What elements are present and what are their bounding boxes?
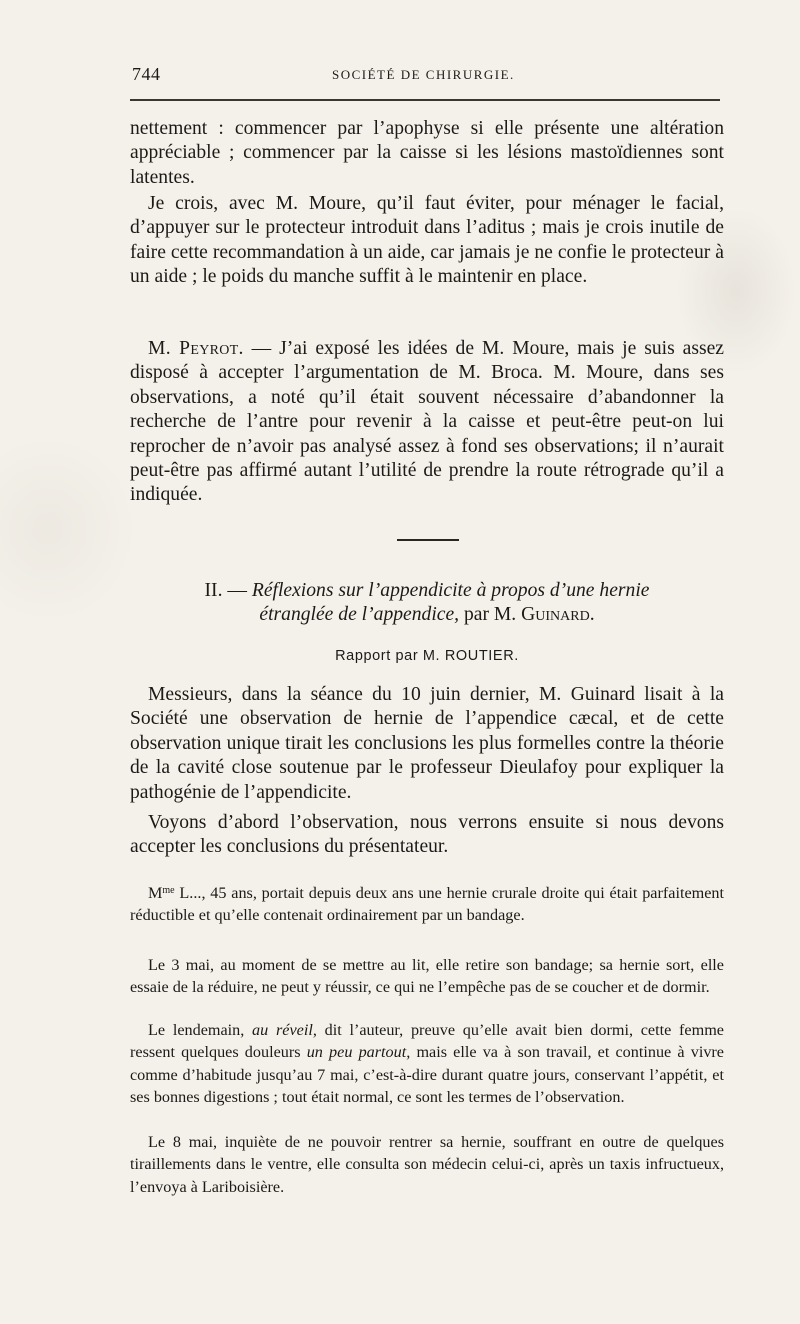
observation-paragraph-3	[130, 1019, 724, 1108]
section-author: Guinard.	[521, 604, 595, 626]
header-rule	[130, 99, 720, 101]
speaker-name: M. Peyrot.	[148, 338, 244, 359]
paragraph-facial: Je crois, avec M. Moure, qu’il faut éviter, pour ménager le facial, d’appuyer sur le protecteur introduit dans l’aditus ; mais je crois inutile de faire cette recommandation à un aide, car jamais je ne confie le protecteur à un aide ; le poids du manche suffit à le maintenir en place.	[130, 193, 724, 288]
observation-paragraph-1	[130, 880, 724, 927]
section-by: par M.	[459, 604, 522, 626]
running-title: SOCIÉTÉ DE CHIRURGIE.	[332, 67, 515, 82]
section-title-line2: étranglée de l’appendice,	[259, 604, 460, 626]
observation-1-text: L..., 45 ans, portait depuis deux ans une hernie crurale droite qui était parfaitement réductible et qu’elle contenait ordinairement par un bandage.	[130, 884, 724, 925]
obs3-c: mais elle va à son travail, et continue à vivre comme d’habitude jusqu’au 7 mai, c’est-à-dire durant quatre jours, conservant l’appétit, et ses bonnes digestions ; tout était normal, ce sont les termes de l’observation.	[130, 1043, 724, 1106]
section-title-line1: Réflexions sur l’appendicite à propos d’une hernie	[251, 580, 650, 601]
observation-paragraph-4: Le 8 mai, inquiète de ne pouvoir rentrer sa hernie, souffrant en outre de quelques tiraillements dans le ventre, elle consulta son médecin celui-ci, après un taxis infructueux, l’envoya à Lariboisière.	[130, 1133, 724, 1196]
rapporteur-line: Rapport par M. ROUTIER.	[335, 648, 519, 664]
paragraph-report-plan: Voyons d’abord l’observation, nous verrons ensuite si nous devons accepter les conclusions du présentateur.	[130, 812, 724, 858]
paragraph-peyrot	[130, 337, 724, 508]
obs3-b: , dit l’auteur, preuve qu’elle avait bien dormi, cette femme ressent quelques douleurs	[130, 1021, 724, 1062]
peyrot-remarks: — J’ai exposé les idées de M. Moure, mais je suis assez disposé à accepter l’argumentation de M. Broca. M. Moure, dans ses observations, a noté qu’il était souvent nécessaire d’abandonner la recherche de l’antre pour revenir à la caisse et peut-être peut-on lui reprocher de n’avoir pas analysé assez à fond ses observations; il n’aurait peut-être pas affirmé autant l’utilité de prendre la route rétrograde qu’il a indiquée.	[130, 338, 724, 506]
section-number: II. —	[204, 580, 252, 601]
observation-paragraph-2: Le 3 mai, au moment de se mettre au lit, elle retire son bandage; sa hernie sort, elle essaie de la réduire, ne peut y réussir, ce qui ne l’empêche pas de se coucher et de dormir.	[130, 956, 724, 997]
page-number: 744	[132, 64, 161, 84]
paragraph-report-intro: Messieurs, dans la séance du 10 juin dernier, M. Guinard lisait à la Société une observation de hernie de l’appendice cæcal, et de cette observation unique tirait les conclusions les plus formelles contre la théorie de la cavité close soutenue par le professeur Dieulafoy pour expliquer la pathogénie de l’appendicite.	[130, 684, 724, 803]
running-head	[132, 64, 720, 90]
section-divider	[397, 539, 459, 541]
obs3-a: Le lendemain,	[148, 1021, 253, 1039]
mme-superscript: me	[162, 885, 175, 896]
section-title	[130, 579, 724, 628]
paragraph-continuation: nettement : commencer par l’apophyse si elle présente une altération appréciable ; commencer par la caisse si les lésions mastoïdiennes sont latentes.	[130, 118, 724, 188]
mme-m: M	[148, 884, 163, 902]
obs3-italic-2: un peu partout,	[306, 1043, 411, 1062]
obs3-italic-1: au réveil	[252, 1021, 313, 1039]
